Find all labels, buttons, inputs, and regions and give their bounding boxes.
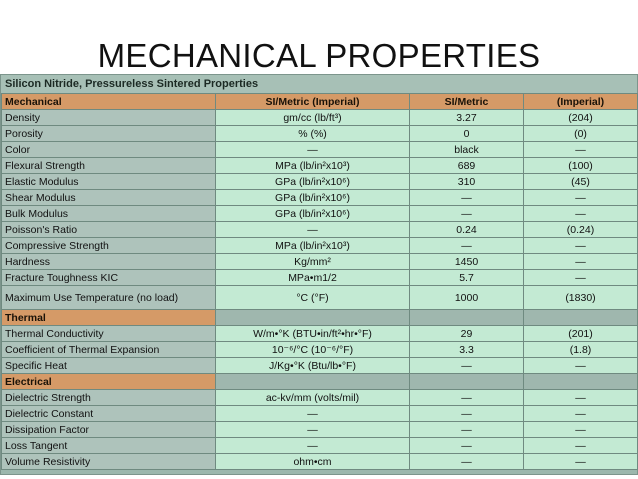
section-filler <box>216 374 410 390</box>
slide-title: MECHANICAL PROPERTIES <box>97 37 541 74</box>
imperial-value-cell: (45) <box>524 174 638 190</box>
unit-cell: GPa (lb/in²x10⁶) <box>216 206 410 222</box>
electrical-section <box>2 374 638 390</box>
properties-table <box>0 74 638 475</box>
si-value-cell: 5.7 <box>410 270 524 286</box>
section-filler <box>410 310 524 326</box>
si-value-cell: — <box>410 390 524 406</box>
si-value-cell: — <box>410 190 524 206</box>
property-name: Hardness <box>2 254 216 270</box>
unit-cell: — <box>216 142 410 158</box>
unit-cell: Kg/mm² <box>216 254 410 270</box>
si-value-cell: — <box>410 406 524 422</box>
imperial-value-cell: — <box>524 270 638 286</box>
property-name: Compressive Strength <box>2 238 216 254</box>
header-imperial: (Imperial) <box>524 94 638 110</box>
si-value-cell: 1000 <box>410 286 524 310</box>
table-row <box>2 406 638 422</box>
table-row <box>2 126 638 142</box>
thermal-section <box>2 310 638 326</box>
table-row <box>2 422 638 438</box>
properties-grid <box>1 93 638 470</box>
unit-cell: MPa (lb/in²x10³) <box>216 238 410 254</box>
imperial-value-cell: — <box>524 206 638 222</box>
si-value-cell: black <box>410 142 524 158</box>
unit-cell: GPa (lb/in²x10⁶) <box>216 190 410 206</box>
table-row <box>2 190 638 206</box>
header-row <box>2 94 638 110</box>
imperial-value-cell: — <box>524 358 638 374</box>
si-value-cell: — <box>410 438 524 454</box>
table-row <box>2 358 638 374</box>
imperial-value-cell: (204) <box>524 110 638 126</box>
unit-cell: MPa (lb/in²x10³) <box>216 158 410 174</box>
si-value-cell: 1450 <box>410 254 524 270</box>
table-row <box>2 390 638 406</box>
property-name: Coefficient of Thermal Expansion <box>2 342 216 358</box>
unit-cell: ohm•cm <box>216 454 410 470</box>
imperial-value-cell: (0.24) <box>524 222 638 238</box>
property-name: Maximum Use Temperature (no load) <box>2 286 216 310</box>
table-row <box>2 206 638 222</box>
si-value-cell: 310 <box>410 174 524 190</box>
electrical-section-label: Electrical <box>2 374 216 390</box>
si-value-cell: 3.3 <box>410 342 524 358</box>
header-si-imperial: SI/Metric (Imperial) <box>216 94 410 110</box>
property-name: Density <box>2 110 216 126</box>
table-row <box>2 174 638 190</box>
property-name: Porosity <box>2 126 216 142</box>
property-name: Volume Resistivity <box>2 454 216 470</box>
unit-cell: GPa (lb/in²x10⁶) <box>216 174 410 190</box>
table-row <box>2 286 638 310</box>
unit-cell: — <box>216 406 410 422</box>
section-filler <box>524 310 638 326</box>
table-row <box>2 110 638 126</box>
table-row <box>2 254 638 270</box>
property-name: Dielectric Strength <box>2 390 216 406</box>
property-name: Fracture Toughness KIC <box>2 270 216 286</box>
imperial-value-cell: — <box>524 438 638 454</box>
imperial-value-cell: — <box>524 238 638 254</box>
unit-cell: — <box>216 438 410 454</box>
imperial-value-cell: — <box>524 390 638 406</box>
property-name: Flexural Strength <box>2 158 216 174</box>
property-name: Bulk Modulus <box>2 206 216 222</box>
section-filler <box>216 310 410 326</box>
unit-cell: J/Kg•°K (Btu/lb•°F) <box>216 358 410 374</box>
imperial-value-cell: (1.8) <box>524 342 638 358</box>
imperial-value-cell: — <box>524 190 638 206</box>
unit-cell: 10⁻⁶/°C (10⁻⁶/°F) <box>216 342 410 358</box>
table-row <box>2 222 638 238</box>
header-mechanical: Mechanical <box>2 94 216 110</box>
unit-cell: °C (°F) <box>216 286 410 310</box>
property-name: Shear Modulus <box>2 190 216 206</box>
section-filler <box>410 374 524 390</box>
unit-cell: — <box>216 222 410 238</box>
unit-cell: MPa•m1/2 <box>216 270 410 286</box>
si-value-cell: 0.24 <box>410 222 524 238</box>
table-row <box>2 158 638 174</box>
table-row <box>2 270 638 286</box>
si-value-cell: — <box>410 358 524 374</box>
property-name: Thermal Conductivity <box>2 326 216 342</box>
property-name: Loss Tangent <box>2 438 216 454</box>
thermal-section-label: Thermal <box>2 310 216 326</box>
property-name: Specific Heat <box>2 358 216 374</box>
unit-cell: W/m•°K (BTU•in/ft²•hr•°F) <box>216 326 410 342</box>
unit-cell: gm/cc (lb/ft³) <box>216 110 410 126</box>
unit-cell: — <box>216 422 410 438</box>
table-caption: Silicon Nitride, Pressureless Sintered Properties <box>1 75 637 93</box>
imperial-value-cell: — <box>524 422 638 438</box>
imperial-value-cell: — <box>524 142 638 158</box>
imperial-value-cell: (201) <box>524 326 638 342</box>
imperial-value-cell: (100) <box>524 158 638 174</box>
unit-cell: ac-kv/mm (volts/mil) <box>216 390 410 406</box>
si-value-cell: — <box>410 454 524 470</box>
table-row <box>2 438 638 454</box>
imperial-value-cell: (0) <box>524 126 638 142</box>
property-name: Poisson's Ratio <box>2 222 216 238</box>
property-name: Dissipation Factor <box>2 422 216 438</box>
si-value-cell: 3.27 <box>410 110 524 126</box>
imperial-value-cell: — <box>524 254 638 270</box>
table-row <box>2 326 638 342</box>
si-value-cell: 29 <box>410 326 524 342</box>
si-value-cell: 0 <box>410 126 524 142</box>
imperial-value-cell: — <box>524 406 638 422</box>
imperial-value-cell: — <box>524 454 638 470</box>
property-name: Dielectric Constant <box>2 406 216 422</box>
unit-cell: % (%) <box>216 126 410 142</box>
property-name: Color <box>2 142 216 158</box>
table-row <box>2 454 638 470</box>
si-value-cell: — <box>410 238 524 254</box>
section-filler <box>524 374 638 390</box>
si-value-cell: — <box>410 206 524 222</box>
imperial-value-cell: (1830) <box>524 286 638 310</box>
header-si-metric: SI/Metric <box>410 94 524 110</box>
property-name: Elastic Modulus <box>2 174 216 190</box>
si-value-cell: — <box>410 422 524 438</box>
table-row <box>2 142 638 158</box>
si-value-cell: 689 <box>410 158 524 174</box>
table-row <box>2 342 638 358</box>
table-row <box>2 238 638 254</box>
